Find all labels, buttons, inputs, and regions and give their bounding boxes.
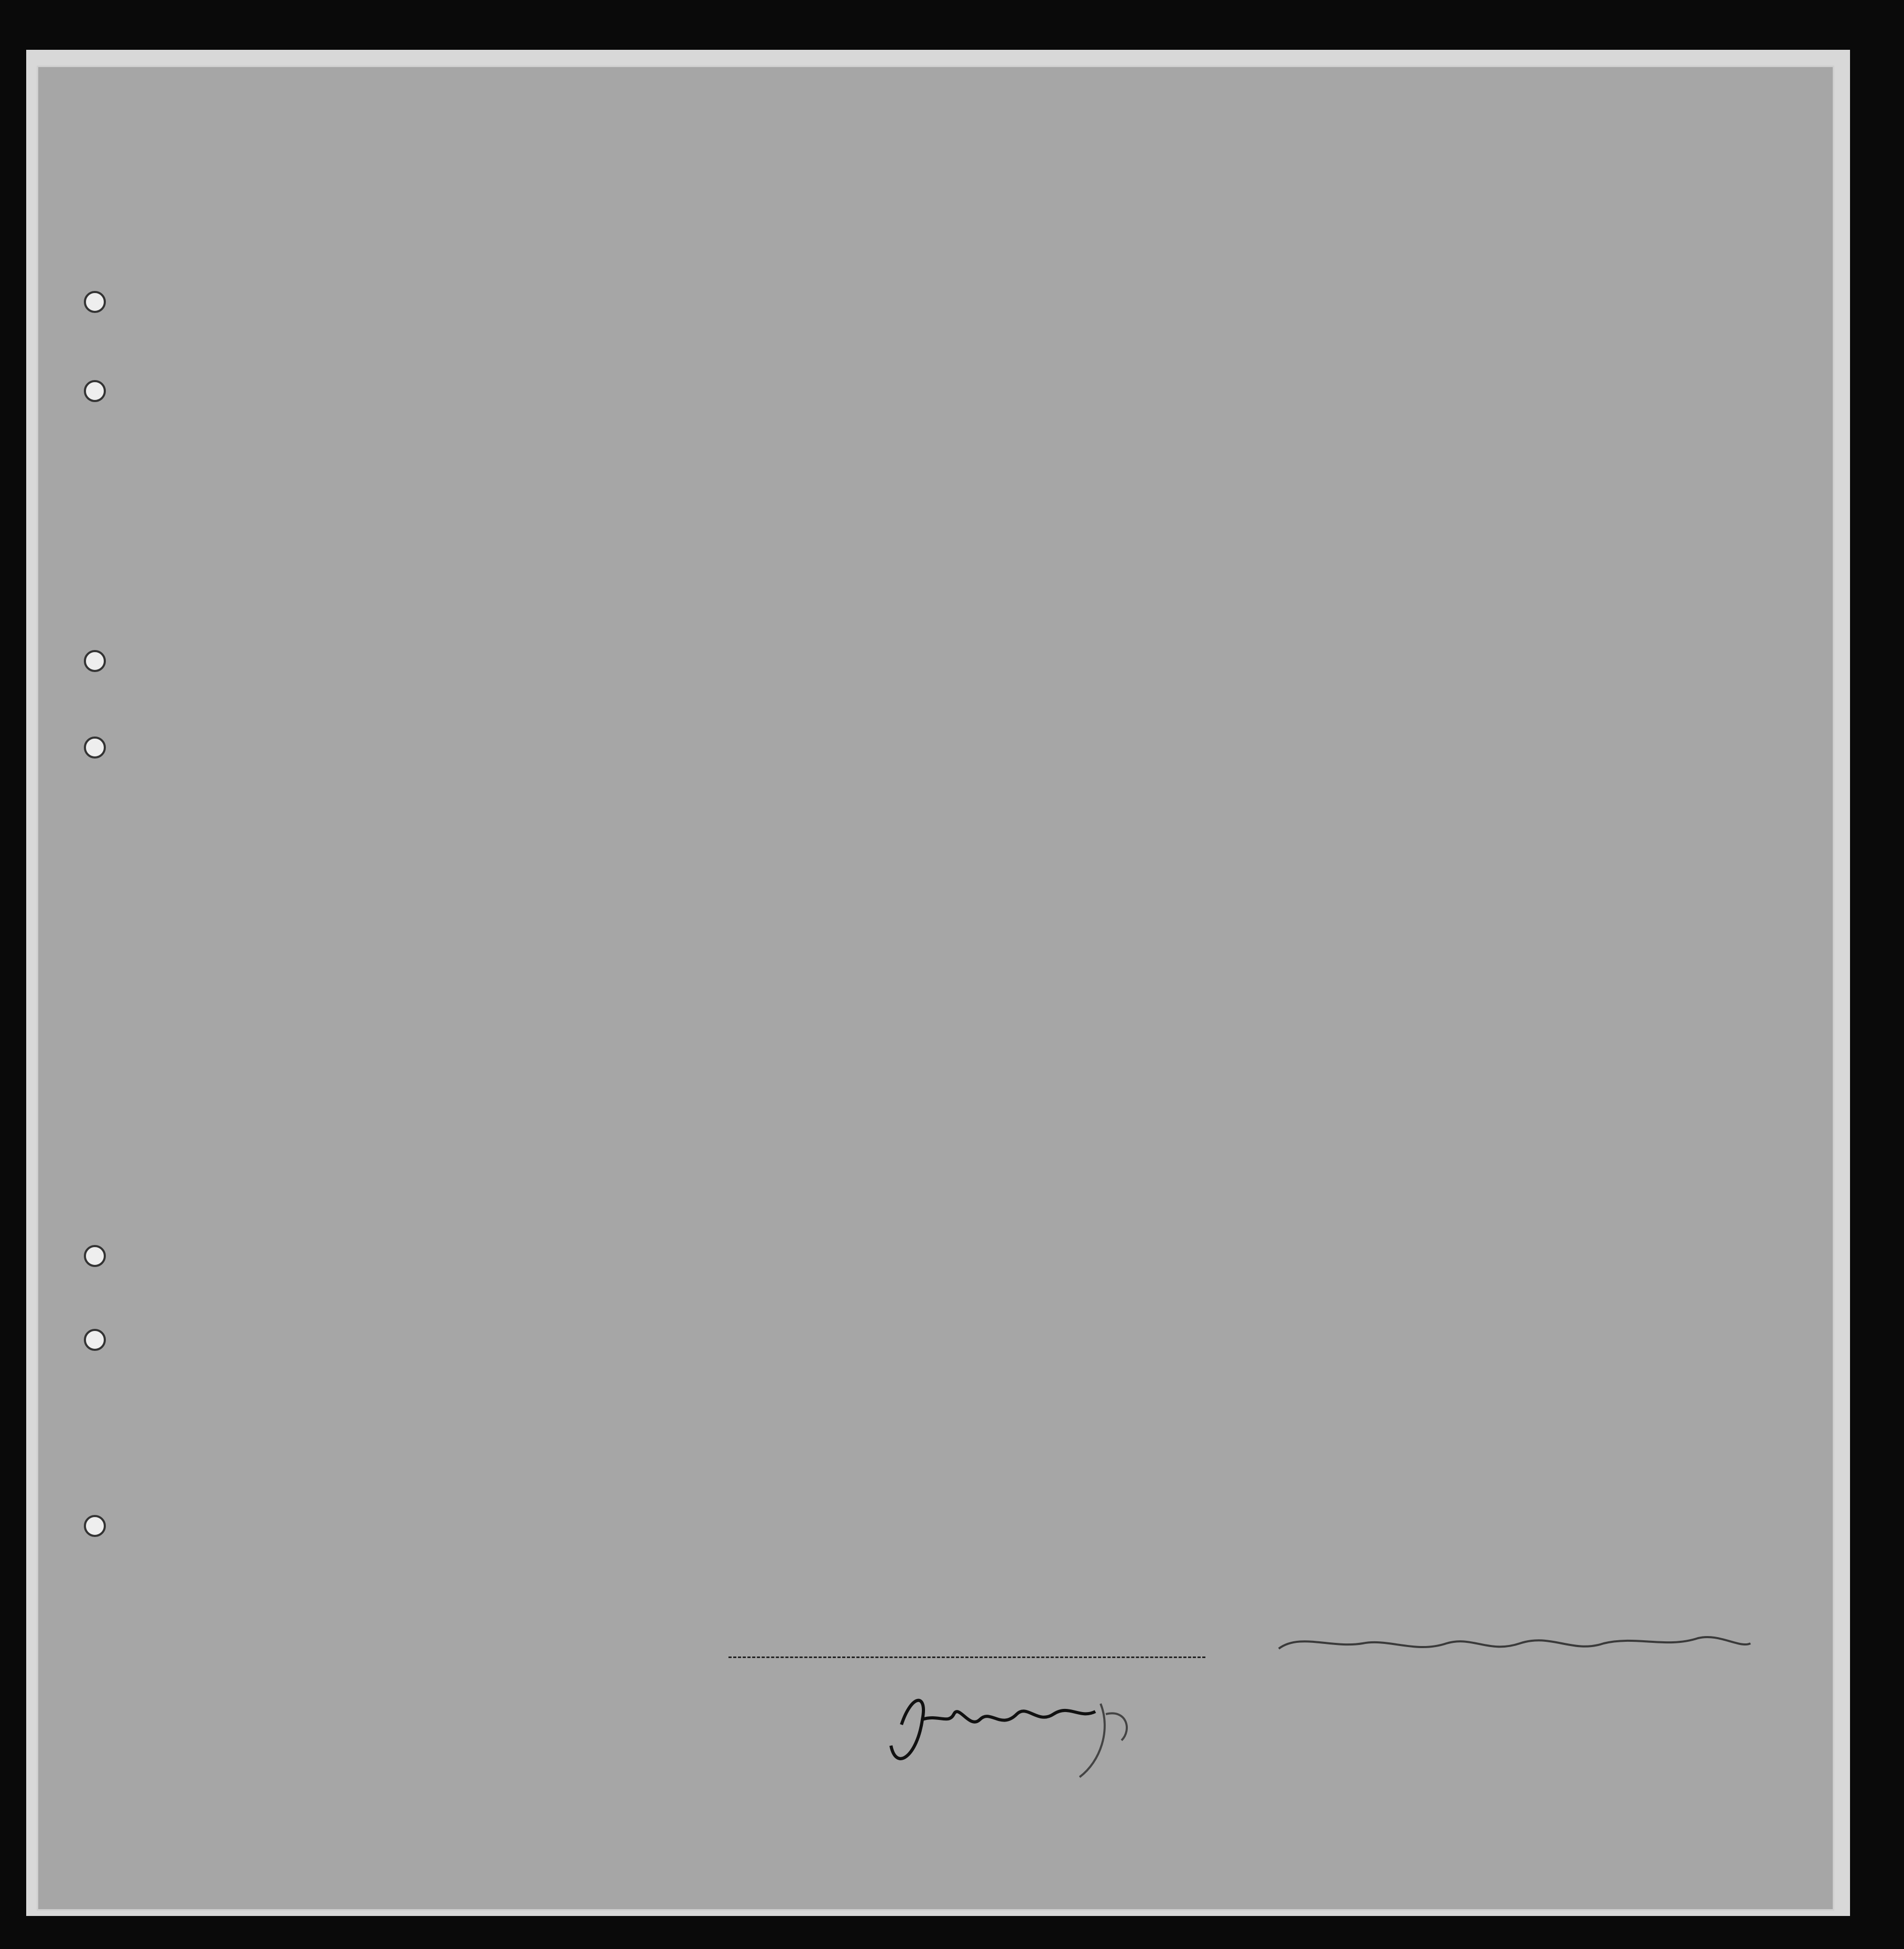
punch-hole — [84, 291, 106, 313]
inspector-signature — [1268, 1628, 1766, 1717]
punch-hole — [84, 737, 106, 759]
punch-hole — [84, 1329, 106, 1351]
punch-hole — [84, 650, 106, 672]
punch-hole — [84, 1515, 106, 1537]
punch-hole — [84, 380, 106, 402]
note-underline — [728, 1656, 1205, 1658]
purser-signature — [880, 1683, 1163, 1782]
punch-hole — [84, 1245, 106, 1267]
